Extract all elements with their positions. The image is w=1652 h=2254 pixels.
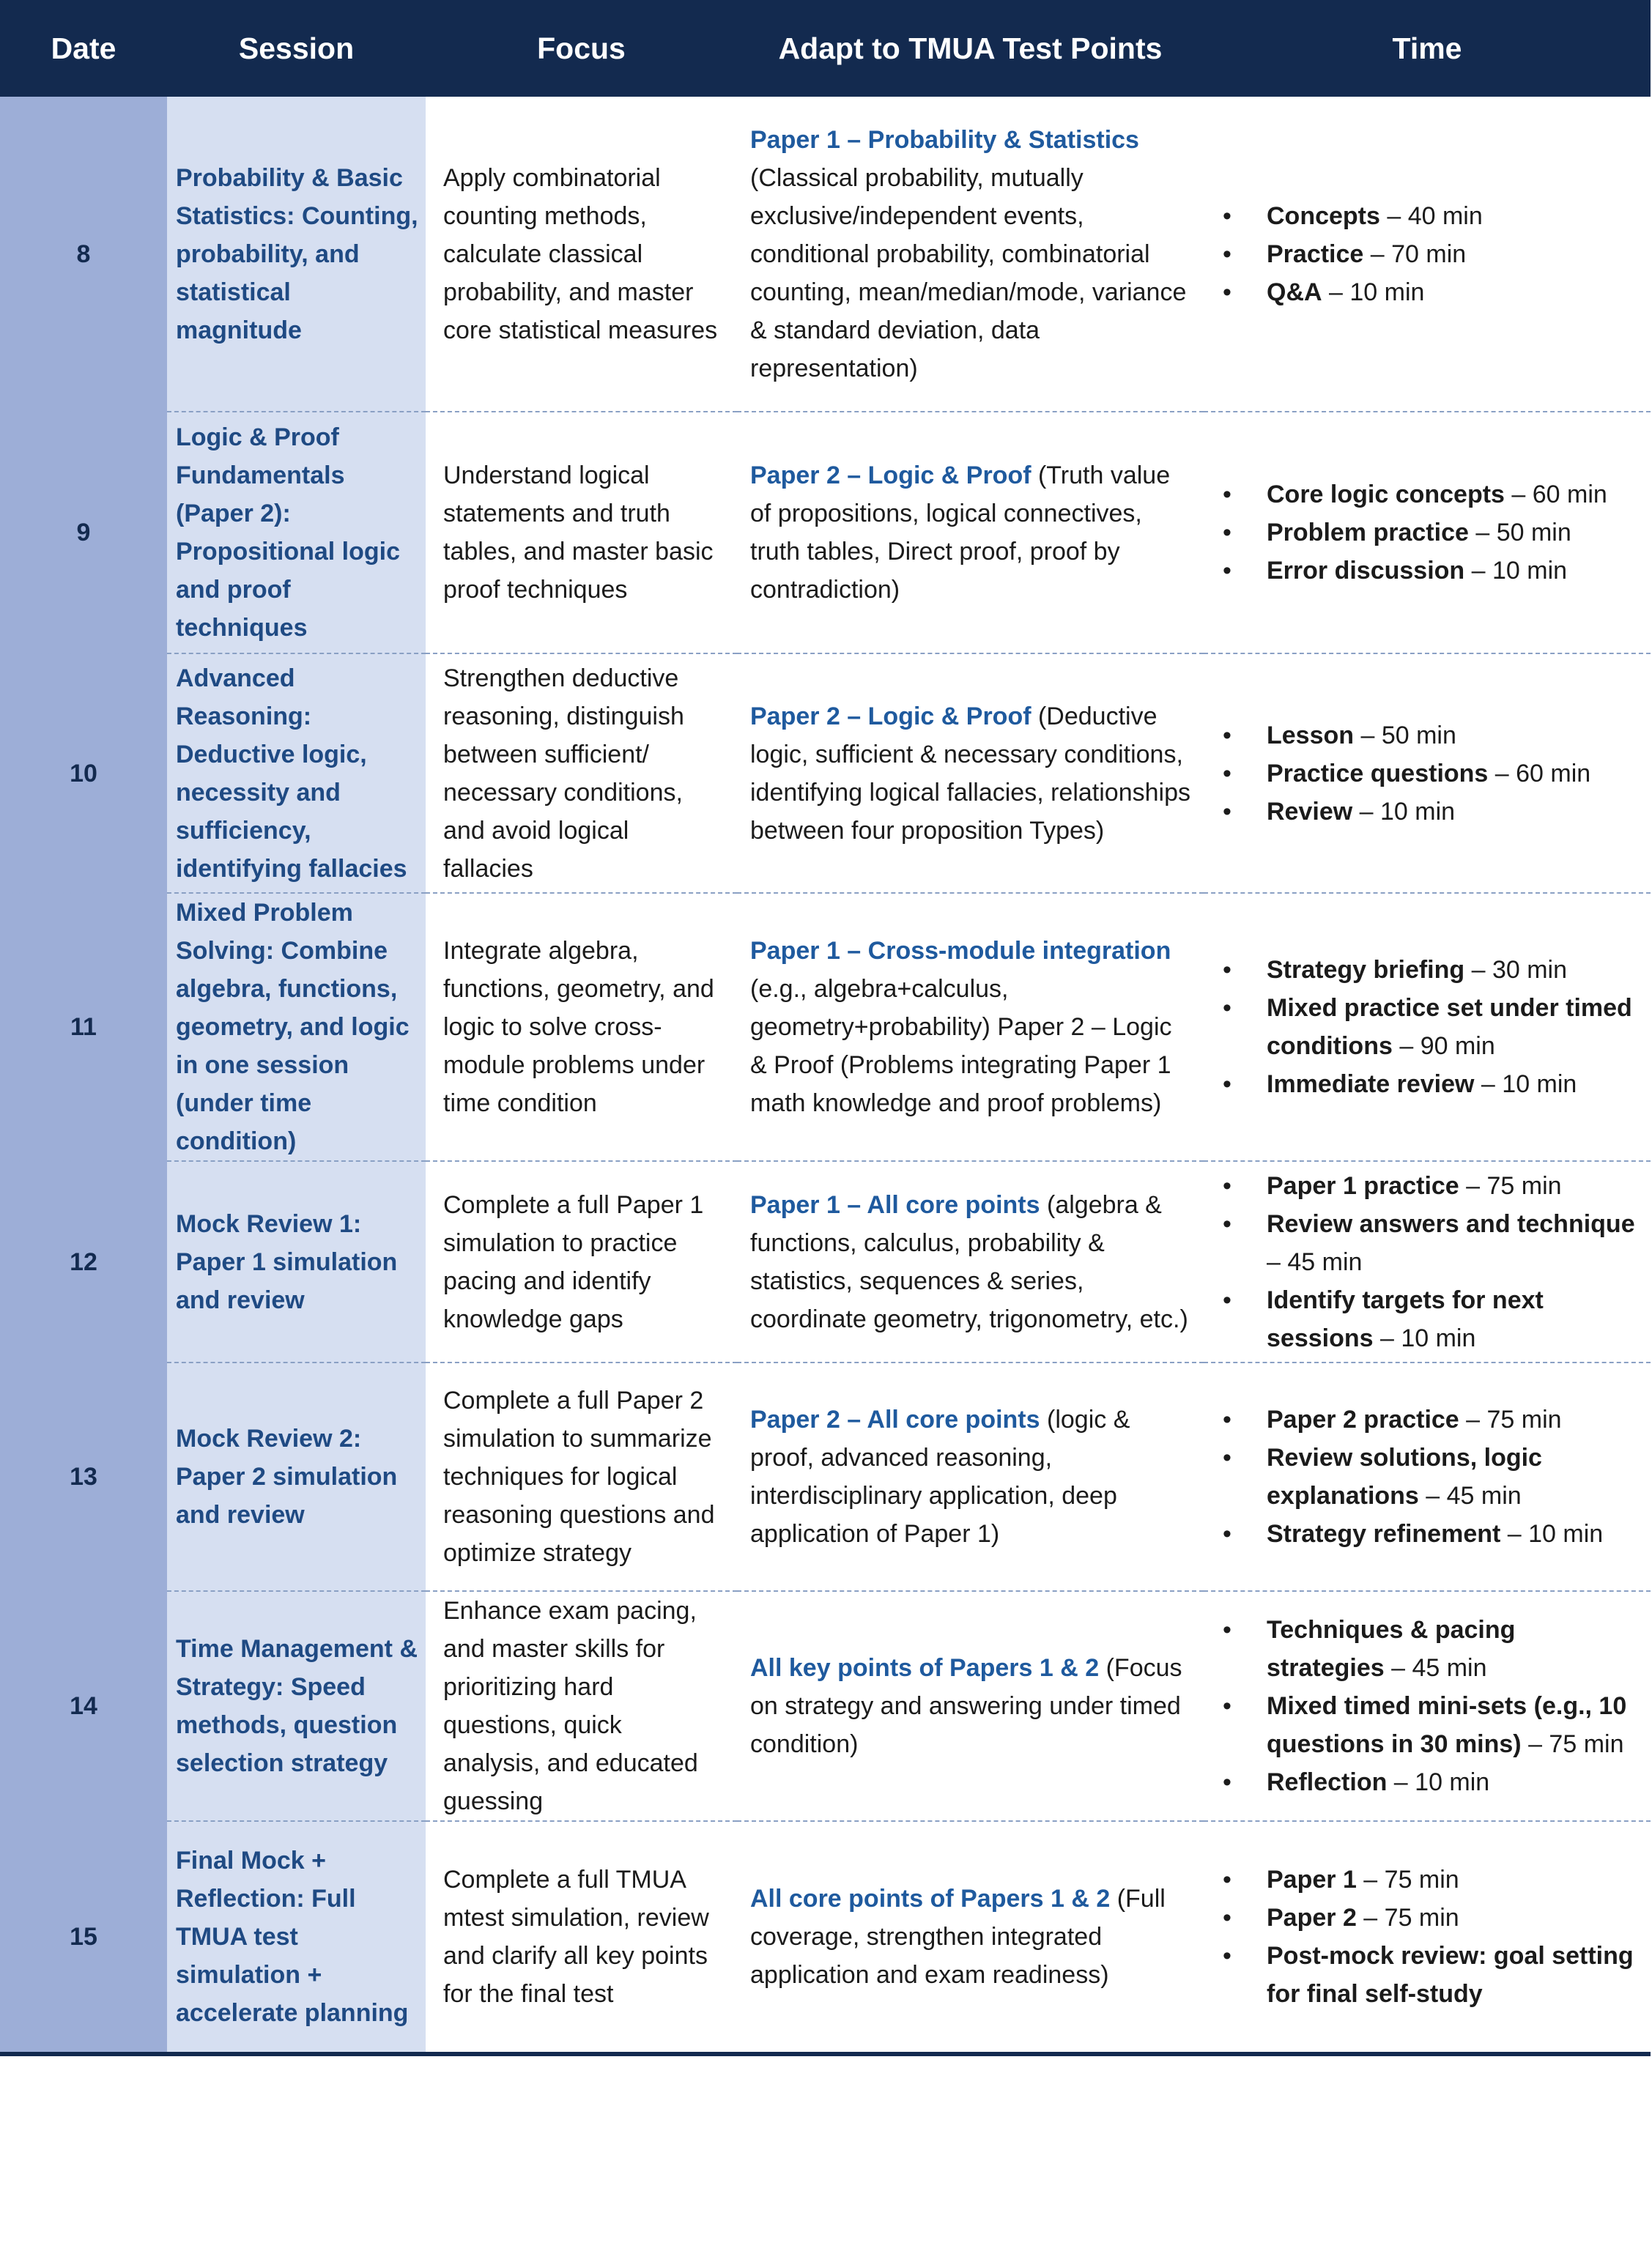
time-duration: – 30 min [1464,956,1568,984]
header-session: Session [167,0,426,97]
points-highlight: Paper 1 – Cross-module integration [750,937,1171,965]
time-list [1218,1401,1637,1553]
time-list [1218,1167,1637,1357]
header-focus: Focus [426,0,737,97]
points-highlight: Paper 1 – Probability & Statistics [750,125,1139,154]
time-duration: – 75 min [1356,1866,1459,1894]
focus-cell: Integrate algebra, functions, geometry, and logic to solve cross-module problems under time condition [426,893,737,1161]
time-duration: – 50 min [1354,721,1456,749]
time-duration: – 10 min [1373,1324,1476,1352]
time-cell [1204,412,1651,653]
table-header [0,0,1651,97]
table-row [0,893,1651,1161]
time-item [1218,755,1637,793]
points-cell [737,1591,1204,1821]
points-cell [737,1821,1204,2054]
time-duration: – 75 min [1521,1730,1624,1758]
time-label: Concepts [1267,201,1380,230]
time-cell [1204,1363,1651,1591]
time-item [1218,514,1637,552]
focus-cell: Understand logical statements and truth tables, and master basic proof techniques [426,412,737,653]
time-item [1218,235,1637,273]
points-detail: (algebra & functions, calculus, probability & statistics, sequences & series, coordinate geometry, trigonometry, etc.) [750,1190,1188,1333]
focus-cell: Complete a full Paper 2 simulation to summarize techniques for logical reasoning questions and optimize strategy [426,1363,737,1591]
points-detail: (e.g., algebra+calculus, geometry+probability) Paper 2 – Logic & Proof (Problems integrating Paper 1 math knowledge and proof problems) [750,975,1172,1117]
session-cell: Time Management & Strategy: Speed methods, question selection strategy [167,1591,426,1821]
time-label: Paper 2 practice [1267,1406,1459,1434]
time-item [1218,197,1637,235]
time-duration: – 10 min [1387,1768,1490,1796]
table-row [0,1591,1651,1821]
time-item [1218,1515,1637,1553]
time-label: Post-mock review: goal setting for final self-study [1267,1942,1634,2008]
time-list [1218,1611,1637,1801]
date-cell: 8 [0,97,167,412]
time-duration: – 45 min [1267,1248,1363,1276]
time-label: Paper 1 [1267,1866,1357,1894]
points-detail: (Classical probability, mutually exclusive/independent events, conditional probability, combinatorial counting, mean/median/mode, variance & standard deviation, data representation) [750,163,1187,382]
time-item [1218,1937,1637,2013]
time-label: Q&A [1267,278,1322,306]
table-row [0,412,1651,653]
time-item [1218,1611,1637,1687]
table-row [0,1363,1651,1591]
points-highlight: All key points of Papers 1 & 2 [750,1654,1100,1682]
points-detail: (Focus on strategy and answering under timed condition) [750,1654,1182,1758]
time-label: Problem practice [1267,519,1469,546]
time-list [1218,197,1637,311]
time-label: Immediate review [1267,1070,1475,1098]
time-duration: – 60 min [1488,759,1591,787]
header-time: Time [1204,0,1651,97]
time-duration: – 60 min [1504,481,1607,508]
time-cell [1204,893,1651,1161]
points-cell [737,412,1204,653]
session-cell: Final Mock + Reflection: Full TMUA test simulation + accelerate planning [167,1821,426,2054]
date-cell: 9 [0,412,167,653]
points-highlight: Paper 2 – Logic & Proof [750,461,1031,489]
session-cell: Mixed Problem Solving: Combine algebra, functions, geometry, and logic in one session (under time condition) [167,893,426,1161]
time-label: Strategy refinement [1267,1520,1501,1548]
points-detail: (Deductive logic, sufficient & necessary conditions, identifying logical fallacies, relationships between four proposition Types) [750,702,1190,845]
time-label: Reflection [1267,1768,1388,1796]
time-item [1218,793,1637,831]
points-cell [737,893,1204,1161]
time-label: Error discussion [1267,557,1465,585]
session-cell: Mock Review 2: Paper 2 simulation and review [167,1363,426,1591]
time-list [1218,475,1637,590]
focus-cell: Complete a full Paper 1 simulation to practice pacing and identify knowledge gaps [426,1161,737,1363]
time-duration: – 10 min [1474,1070,1577,1098]
time-item [1218,1205,1637,1281]
session-cell: Mock Review 1: Paper 1 simulation and review [167,1161,426,1363]
points-detail: (logic & proof, advanced reasoning, interdisciplinary application, deep application of Paper 1) [750,1406,1130,1548]
time-duration: – 75 min [1356,1904,1459,1932]
points-detail: (Truth value of propositions, logical connectives, truth tables, Direct proof, proof by contradiction) [750,461,1171,604]
time-item [1218,552,1637,590]
time-cell [1204,1161,1651,1363]
time-item [1218,1281,1637,1357]
date-cell: 11 [0,893,167,1161]
time-duration: – 45 min [1384,1654,1487,1682]
time-cell [1204,1821,1651,2054]
time-duration: – 75 min [1459,1171,1562,1200]
points-detail: (Full coverage, strengthen integrated application and exam readiness) [750,1885,1166,1989]
time-label: Review solutions, logic explanations [1267,1444,1542,1510]
time-item [1218,273,1637,311]
time-label: Mixed practice set under timed conditions [1267,994,1632,1060]
date-cell: 14 [0,1591,167,1821]
time-label: Core logic concepts [1267,481,1505,508]
time-duration: – 10 min [1464,557,1568,585]
time-cell [1204,97,1651,412]
time-duration: – 10 min [1322,278,1425,306]
header-points: Adapt to TMUA Test Points [737,0,1204,97]
table-row [0,97,1651,412]
time-cell [1204,653,1651,893]
time-duration: – 75 min [1459,1406,1562,1434]
points-highlight: All core points of Papers 1 & 2 [750,1885,1111,1913]
table-row [0,653,1651,893]
time-item [1218,1687,1637,1763]
page-bottom-margin [0,2056,1652,2254]
points-cell [737,97,1204,412]
table-row [0,1161,1651,1363]
time-list [1218,1861,1637,2013]
time-duration: – 10 min [1500,1520,1604,1548]
header-row [0,0,1651,97]
time-item [1218,1899,1637,1937]
time-item [1218,1439,1637,1515]
session-cell: Probability & Basic Statistics: Counting, probability, and statistical magnitude [167,97,426,412]
time-item [1218,1401,1637,1439]
points-highlight: Paper 1 – All core points [750,1190,1040,1219]
points-cell [737,653,1204,893]
time-label: Practice questions [1267,759,1489,787]
time-item [1218,989,1637,1065]
time-label: Review [1267,797,1353,826]
time-item [1218,1861,1637,1899]
session-cell: Logic & Proof Fundamentals (Paper 2): Propositional logic and proof techniques [167,412,426,653]
time-duration: – 50 min [1468,519,1571,546]
time-list [1218,951,1637,1103]
date-cell: 10 [0,653,167,893]
time-label: Practice [1267,240,1364,268]
time-item [1218,716,1637,755]
focus-cell: Complete a full TMUA mtest simulation, review and clarify all key points for the final test [426,1821,737,2054]
points-cell [737,1363,1204,1591]
session-cell: Advanced Reasoning: Deductive logic, necessity and sufficiency, identifying fallacies [167,653,426,893]
time-label: Review answers and technique [1267,1209,1635,1238]
time-list [1218,716,1637,831]
table-body [0,97,1651,2054]
time-duration: – 45 min [1418,1482,1522,1510]
table-row [0,1821,1651,2054]
focus-cell: Enhance exam pacing, and master skills for prioritizing hard questions, quick analysis, and educated guessing [426,1591,737,1821]
points-highlight: Paper 2 – Logic & Proof [750,702,1031,730]
time-item [1218,951,1637,989]
time-item [1218,475,1637,514]
time-label: Mixed timed mini-sets (e.g., 10 questions in 30 mins) [1267,1692,1627,1758]
time-label: Strategy briefing [1267,956,1465,984]
date-cell: 13 [0,1363,167,1591]
time-label: Paper 1 practice [1267,1171,1459,1200]
time-label: Techniques & pacing strategies [1267,1616,1516,1682]
points-highlight: Paper 2 – All core points [750,1406,1040,1434]
time-duration: – 10 min [1352,797,1456,826]
time-duration: – 70 min [1363,240,1467,268]
time-duration: – 40 min [1379,201,1483,230]
date-cell: 12 [0,1161,167,1363]
time-label: Lesson [1267,721,1355,749]
time-cell [1204,1591,1651,1821]
time-duration: – 90 min [1392,1032,1495,1060]
focus-cell: Apply combinatorial counting methods, calculate classical probability, and master core statistical measures [426,97,737,412]
time-item [1218,1167,1637,1205]
time-item [1218,1065,1637,1103]
time-item [1218,1763,1637,1801]
points-cell [737,1161,1204,1363]
header-date: Date [0,0,167,97]
date-cell: 15 [0,1821,167,2054]
focus-cell: Strengthen deductive reasoning, distinguish between sufficient/ necessary conditions, and avoid logical fallacies [426,653,737,893]
time-label: Paper 2 [1267,1904,1357,1932]
time-label: Identify targets for next sessions [1267,1286,1544,1352]
